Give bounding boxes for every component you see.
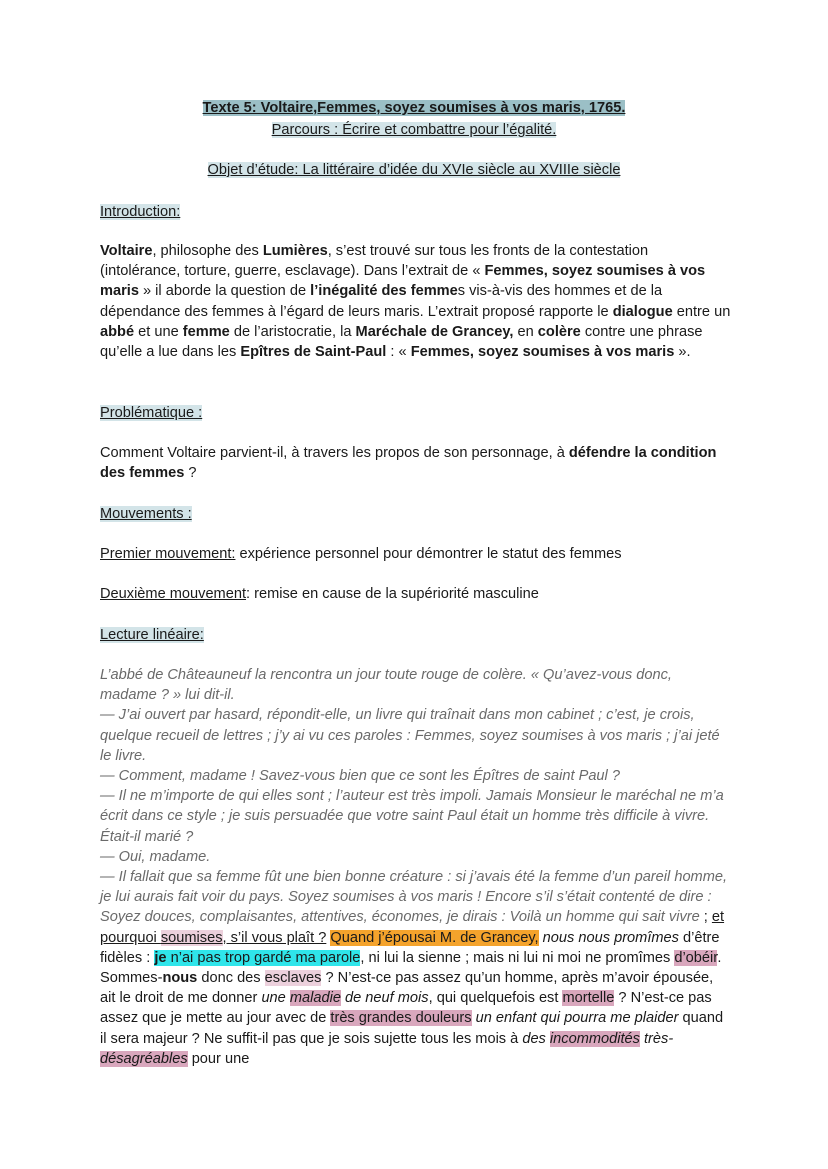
- intro-s13: femme: [182, 323, 230, 340]
- lecture-text: [100, 665, 732, 1069]
- quote-paragraph-5: — Oui, madame.: [100, 848, 211, 865]
- lecture-heading-line: [100, 625, 732, 645]
- intro-s19: Epîtres de Saint-Paul: [240, 344, 387, 361]
- quote-p6-intro: — Il fallait que sa femme fût une bien bonne créature : si j’avais été la femme d’un pareil homme, je lui aurais fait voir du pays. Soyez soumises à vos maris ! Encore s’il s’était contenté de dire : Soyez douces, complaisantes, attentives, économes, je dirais : Voilà un homme qui sait vivre: [100, 869, 728, 926]
- mouvement-2-text: : remise en cause de la supériorité masculine: [246, 586, 539, 602]
- intro-s2: , philosophe des: [152, 243, 263, 259]
- f3: soumises: [160, 929, 223, 946]
- f30: des: [522, 1030, 550, 1047]
- intro-s4: , s’est trouvé sur tous les fronts de la contestation (intolérance, torture, guerre, esclavage). Dans l’extrait de «: [100, 243, 649, 280]
- mouvement-1-text: expérience personnel pour démontrer le statut des femmes: [235, 546, 622, 562]
- problematique-s3: ?: [184, 465, 197, 482]
- f18: ? N’est-ce pas assez qu’un homme, après m’avoir épousée, ait le droit de me donner: [100, 970, 714, 1007]
- f1: ;: [699, 909, 712, 926]
- quote-paragraph-1: L’abbé de Châteauneuf la rencontra un jour toute rouge de colère. « Qu’avez-vous donc, madame ? » lui dit-il.: [100, 667, 672, 704]
- f8: nous nous promîmes: [542, 929, 679, 946]
- mouvement-2-label: Deuxième mouvement: [100, 586, 247, 602]
- f9: d’être fidèles :: [100, 929, 720, 966]
- f19: une: [261, 990, 286, 1007]
- f28: un enfant qui pourra me plaider: [475, 1010, 679, 1027]
- f11: n’ai pas trop gardé ma parole: [166, 949, 361, 966]
- f23: , qui quelquefois est: [428, 990, 563, 1007]
- quote-paragraph-3: — Comment, madame ! Savez-vous bien que ce sont les Épîtres de saint Paul ?: [100, 768, 620, 785]
- quote-paragraph-6: [100, 867, 732, 1069]
- f17: esclaves: [264, 970, 322, 987]
- quote-paragraph-2: — J’ai ouvert par hasard, répondit-elle, un livre qui traînait dans mon cabinet ; c’est, je crois, quelque recueil de lettres ; j’y ai vu ces paroles : Femmes, soyez soumises à vos maris ; j’ai jeté le livre.: [100, 707, 720, 764]
- problematique-paragraph: [100, 443, 732, 483]
- intro-s8: s vis-à-vis des hommes et de la dépendance des femmes à l’égard de leurs maris. L’extrait proposé rapporte le: [100, 283, 663, 320]
- mouvement-2: [100, 584, 732, 604]
- intro-s20: : «: [386, 344, 411, 361]
- parcours-line: [0, 122, 828, 138]
- f13: d’obéir: [674, 949, 718, 966]
- f6: Quand j’épousai M. de Grancey,: [330, 929, 539, 946]
- f29: quand il sera majeur ? Ne suffit-il pas que je sois sujette tous les mois à: [100, 1010, 724, 1047]
- mouvement-1-label: Premier mouvement:: [100, 546, 236, 562]
- problematique-heading: Problématique :: [100, 405, 203, 421]
- intro-paragraph: [100, 241, 732, 362]
- f15: nous: [162, 970, 198, 987]
- intro-s15: Maréchale de Grancey,: [355, 323, 514, 340]
- f24: mortelle: [562, 990, 615, 1007]
- intro-s16: en: [513, 323, 538, 340]
- f34: pour une: [187, 1050, 250, 1067]
- problematique-heading-line: [100, 403, 732, 423]
- intro-s17: colère: [537, 323, 581, 340]
- title-line: [0, 100, 828, 116]
- intro-s7: l’inégalité des femme: [310, 283, 458, 300]
- f10: je: [154, 949, 167, 966]
- intro-heading-line: [100, 202, 732, 222]
- intro-s18: contre une phrase qu’elle a lue dans les: [100, 323, 703, 361]
- f2: et pourquoi: [100, 909, 725, 946]
- f12: , ni lui la sienne ; mais ni lui ni moi ne promîmes: [360, 949, 675, 966]
- f21: maladie: [289, 990, 341, 1007]
- objet-line: [0, 162, 828, 178]
- mouvements-heading: Mouvements :: [100, 506, 192, 522]
- intro-s21: Femmes, soyez soumises à vos maris: [410, 344, 675, 361]
- f16: donc des: [197, 970, 265, 987]
- f31: incommodités: [549, 1030, 640, 1047]
- problematique-s1: Comment Voltaire parvient-il, à travers les propos de son personnage, à: [100, 445, 569, 461]
- quote-paragraph-4: — Il ne m’importe de qui elles sont ; l’auteur est très impoli. Jamais Monsieur le maréchal ne m’a écrit dans ce style ; je suis persuadée que votre saint Paul était un homme très difficile à vivre. Était-il marié ?: [100, 788, 724, 845]
- f25: ? N’est-ce pas assez que je mette au jour avec de: [100, 990, 712, 1027]
- intro-s22: ».: [674, 344, 691, 361]
- intro-s9: dialogue: [612, 303, 673, 320]
- intro-s12: et une: [134, 323, 183, 340]
- mouvement-1: [100, 544, 732, 564]
- document-title: Texte 5: Voltaire,Femmes, soyez soumises à vos maris, 1765.: [202, 100, 626, 116]
- objet-etude: Objet d’étude: La littéraire d’idée du XVIe siècle au XVIIIe siècle: [207, 162, 621, 178]
- problematique-s2: défendre la condition des femmes: [100, 445, 717, 482]
- intro-s1: Voltaire: [100, 243, 153, 259]
- f26: très grandes douleurs: [330, 1010, 472, 1027]
- intro-s6: » il aborde la question de: [138, 283, 311, 300]
- f22: de neuf mois: [340, 990, 429, 1007]
- intro-s10: entre un: [672, 303, 731, 320]
- intro-heading: Introduction:: [100, 204, 181, 220]
- intro-s3: Lumières: [262, 243, 328, 259]
- f14: . Sommes-: [100, 949, 722, 987]
- intro-s5: Femmes, soyez soumises à vos maris: [100, 263, 706, 300]
- mouvements-heading-line: [100, 504, 732, 524]
- intro-s11: abbé: [100, 323, 135, 340]
- parcours: Parcours : Écrire et combattre pour l’égalité.: [271, 122, 557, 138]
- f33: désagréables: [100, 1050, 188, 1067]
- f32: très-: [639, 1030, 674, 1047]
- intro-s14: de l’aristocratie, la: [229, 323, 356, 340]
- lecture-heading: Lecture linéaire:: [100, 627, 204, 643]
- f4: , s’il vous plaît ?: [222, 929, 327, 946]
